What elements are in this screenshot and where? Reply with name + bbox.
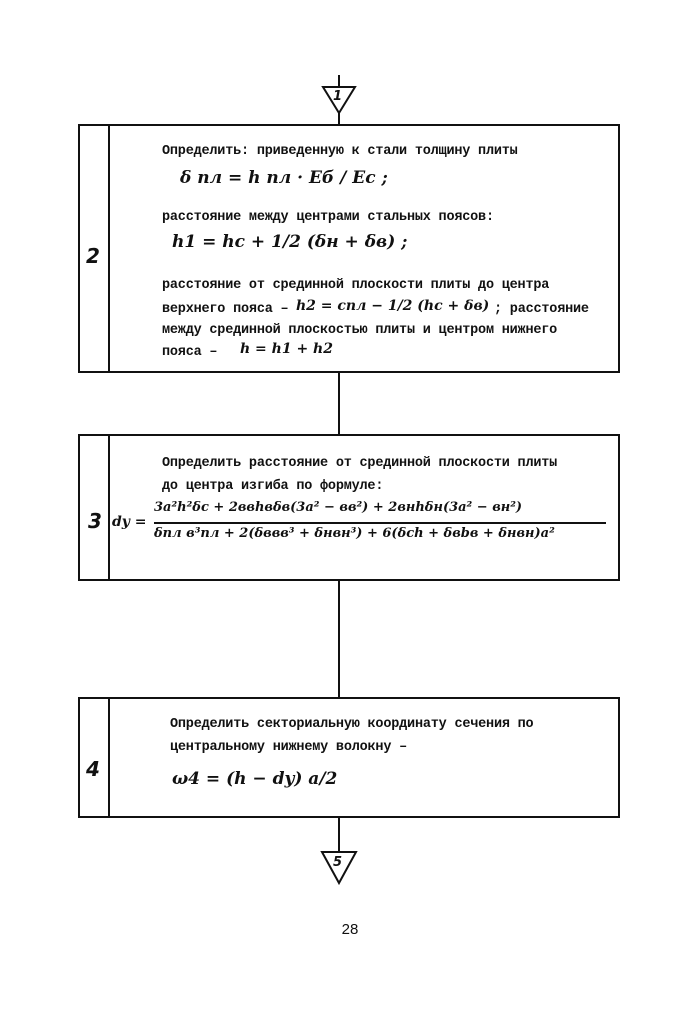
step-block-2 [78,124,620,373]
formula-h2: h2 = cпл − 1/2 (hс + δв) [296,298,490,314]
connector-out-label: 5 [333,855,343,870]
formula-h: h = h1 + h2 [240,341,333,357]
text-line: пояса – [162,345,218,360]
formula-dy-lhs: dy = [112,514,147,530]
step-number: 2 [86,244,100,268]
formula-h1: h1 = hс + 1/2 (δн + δв) ; [172,232,408,252]
text-line: Определить расстояние от срединной плоскости плиты [162,456,558,471]
text-line: расстояние от срединной плоскости плиты до центра [162,278,550,293]
page-number: 28 [341,921,359,938]
step-number: 3 [88,509,102,533]
text-line: до центра изгиба по формуле: [162,479,384,494]
text-line: Определить: приведенную к стали толщину плиты [162,144,518,159]
text-line: ; расстояние [494,302,589,317]
formula-reduced-thickness: δ пл = h пл · Eб / Eс ; [180,168,388,188]
formula-dy-denominator: δпл в³пл + 2(δввв³ + δнвн³) + 6(δch + δвbв + δнвн)a² [154,526,555,541]
fraction-bar [154,522,606,524]
step-block-3 [78,434,620,581]
step-number: 4 [86,757,100,781]
formula-omega4: ω4 = (h − dy) a/2 [172,769,338,789]
text-line: расстояние между центрами стальных поясов: [162,210,494,225]
text-line: центральному нижнему волокну – [170,740,408,755]
connector-in-label: 1 [333,89,343,104]
text-line: между срединной плоскостью плиты и центром нижнего [162,323,558,338]
step-block-4 [78,697,620,818]
formula-dy-numerator: 3a²h²δc + 2ввhвδв(3a² − вв²) + 2внhδн(3a² − вн²) [154,500,523,515]
step-number-column [80,436,110,579]
text-line: верхнего пояса – [162,302,289,317]
text-line: Определить секториальную координату сечения по [170,717,534,732]
